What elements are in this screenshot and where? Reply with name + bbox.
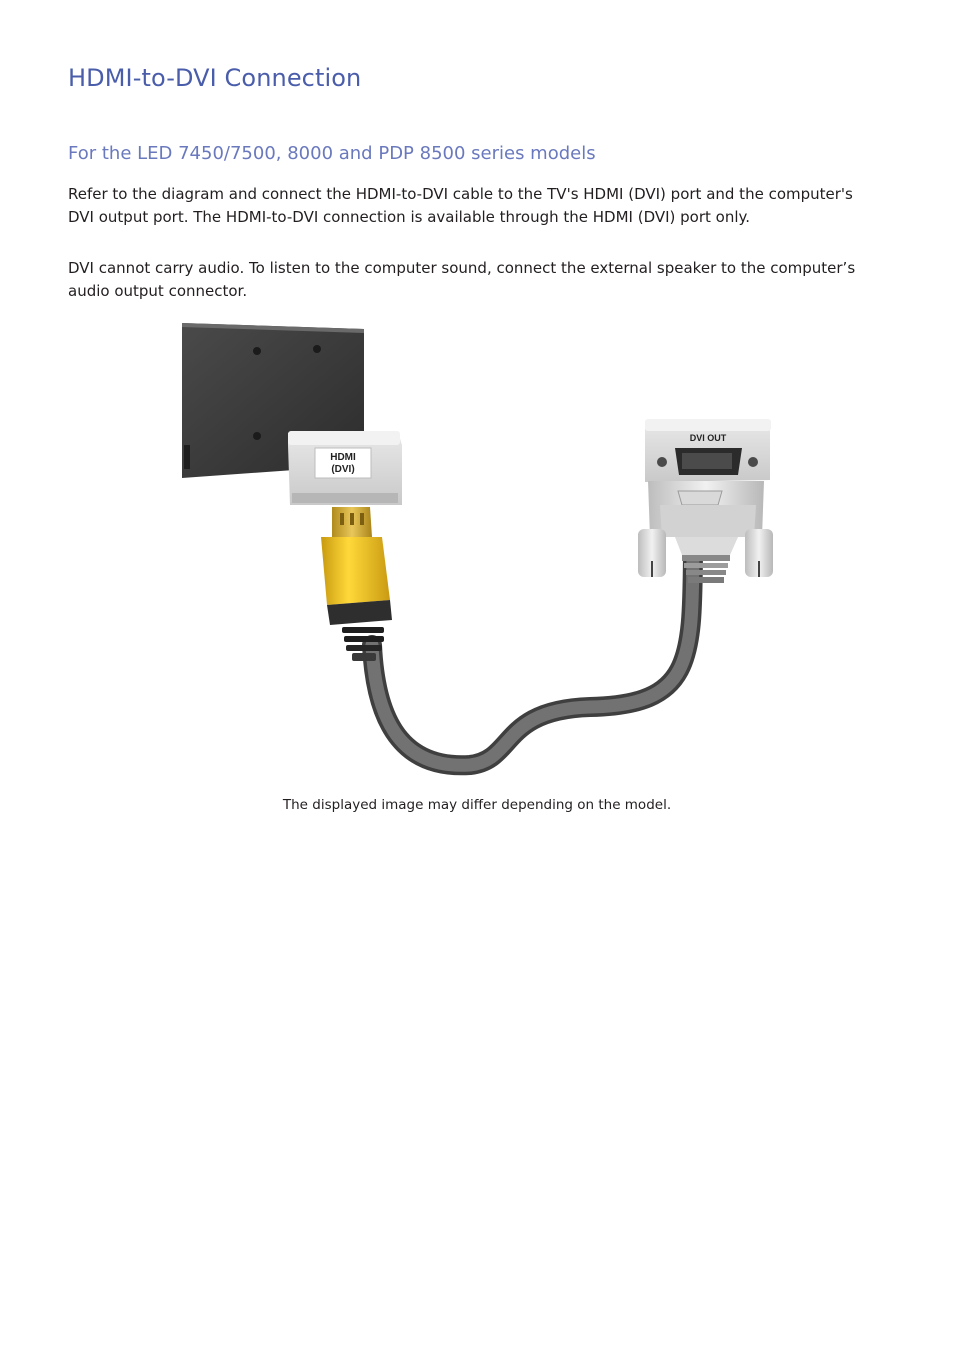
hdmi-dvi-port-panel [288,431,402,505]
dvi-out-label: DVI OUT [689,433,727,443]
cable-icon [372,555,693,765]
hdmi-port-label: HDMI [330,452,356,463]
page-title: HDMI-to-DVI Connection [68,64,362,92]
dvi-connector-icon [638,481,773,583]
connection-illustration [170,315,790,785]
section-subtitle: For the LED 7450/7500, 8000 and PDP 8500 series models [68,143,596,164]
hdmi-plug-icon [321,507,392,661]
figure-caption: The displayed image may differ depending on the model. [282,797,672,813]
audio-note-paragraph: DVI cannot carry audio. To listen to the computer sound, connect the external speaker to the computer’s audio output connector. [68,259,856,300]
dvi-port-sublabel: (DVI) [331,464,355,475]
instruction-paragraph: Refer to the diagram and connect the HDMI-to-DVI cable to the TV's HDMI (DVI) port and the computer's DVI output port. The HDMI-to-DVI connection is available through the HDMI (DVI) port only. [68,185,853,226]
dvi-out-port-panel [645,419,771,482]
connection-diagram [170,315,790,785]
